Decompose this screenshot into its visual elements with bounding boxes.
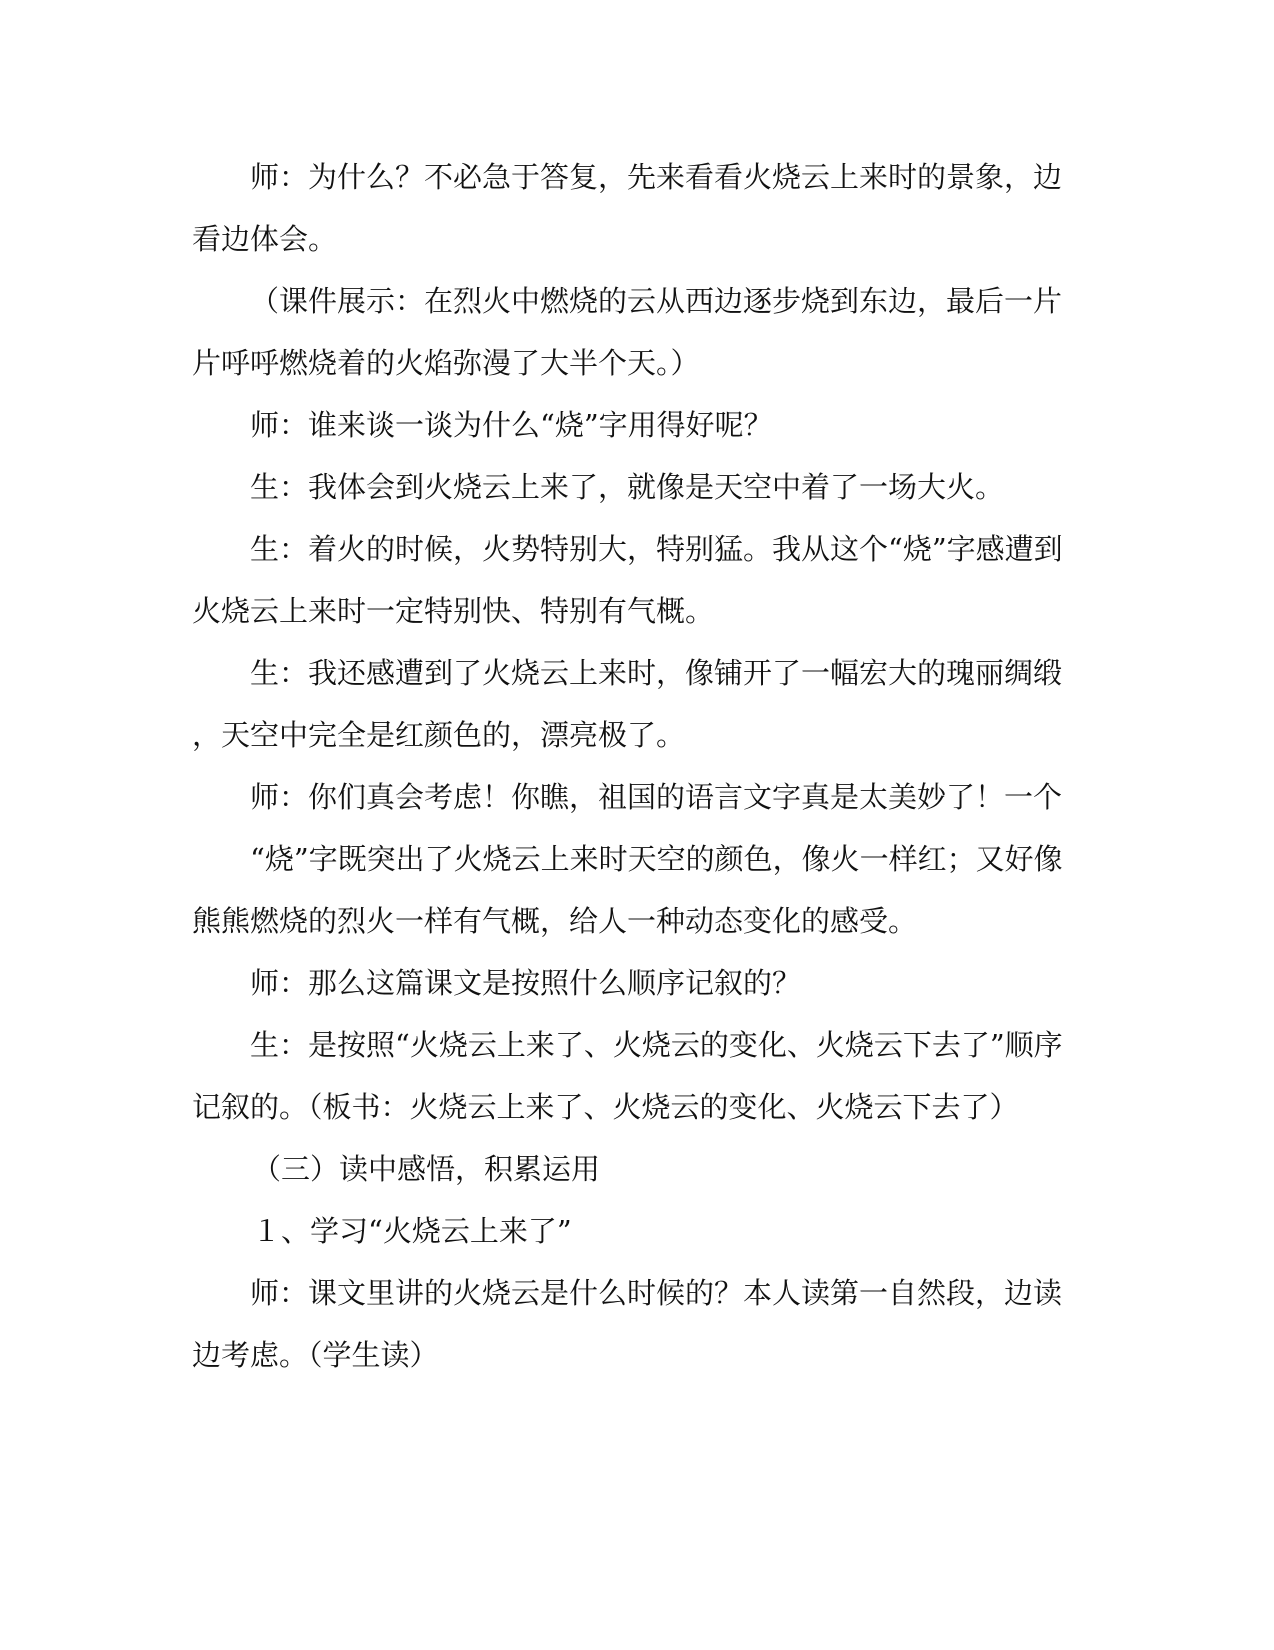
section-heading: （三）读中感悟，积累运用 bbox=[252, 1152, 601, 1186]
text-line: 熊熊燃烧的烈火一样有气概，给人一种动态变化的感受。 bbox=[192, 904, 918, 938]
text-line: 师：那么这篇课文是按照什么顺序记叙的？ bbox=[250, 966, 802, 1000]
text-line: 片呼呼燃烧着的火焰弥漫了大半个天。） bbox=[192, 346, 700, 380]
text-line: “烧”字既突出了火烧云上来时天空的颜色，像火一样红；又好像 bbox=[250, 842, 1063, 876]
subsection-heading: １、学习“火烧云上来了” bbox=[252, 1214, 572, 1248]
text-line: （课件展示：在烈火中燃烧的云从西边逐步烧到东边，最后一片 bbox=[250, 284, 1063, 318]
text-line: 生：我还感遭到了火烧云上来时，像铺开了一幅宏大的瑰丽绸缎 bbox=[250, 656, 1063, 690]
text-line: 生：着火的时候，火势特别大，特别猛。我从这个“烧”字感遭到 bbox=[250, 532, 1063, 566]
text-line: 师：谁来谈一谈为什么“烧”字用得好呢？ bbox=[250, 408, 773, 442]
text-line: 师：为什么？不必急于答复，先来看看火烧云上来时的景象，边 bbox=[250, 160, 1063, 194]
text-line: 边考虑。（学生读） bbox=[192, 1338, 439, 1372]
text-line: 看边体会。 bbox=[192, 222, 338, 256]
text-line: 生：是按照“火烧云上来了、火烧云的变化、火烧云下去了”顺序 bbox=[250, 1028, 1063, 1062]
text-line: ，天空中完全是红颜色的，漂亮极了。 bbox=[192, 718, 686, 752]
text-line: 火烧云上来时一定特别快、特别有气概。 bbox=[192, 594, 715, 628]
text-line: 生：我体会到火烧云上来了，就像是天空中着了一场大火。 bbox=[250, 470, 1005, 504]
text-line: 师：你们真会考虑！你瞧，祖国的语言文字真是太美妙了！一个 bbox=[250, 780, 1063, 814]
text-line: 师：课文里讲的火烧云是什么时候的？本人读第一自然段，边读 bbox=[250, 1276, 1063, 1310]
text-line: 记叙的。（板书：火烧云上来了、火烧云的变化、火烧云下去了） bbox=[192, 1090, 1019, 1124]
